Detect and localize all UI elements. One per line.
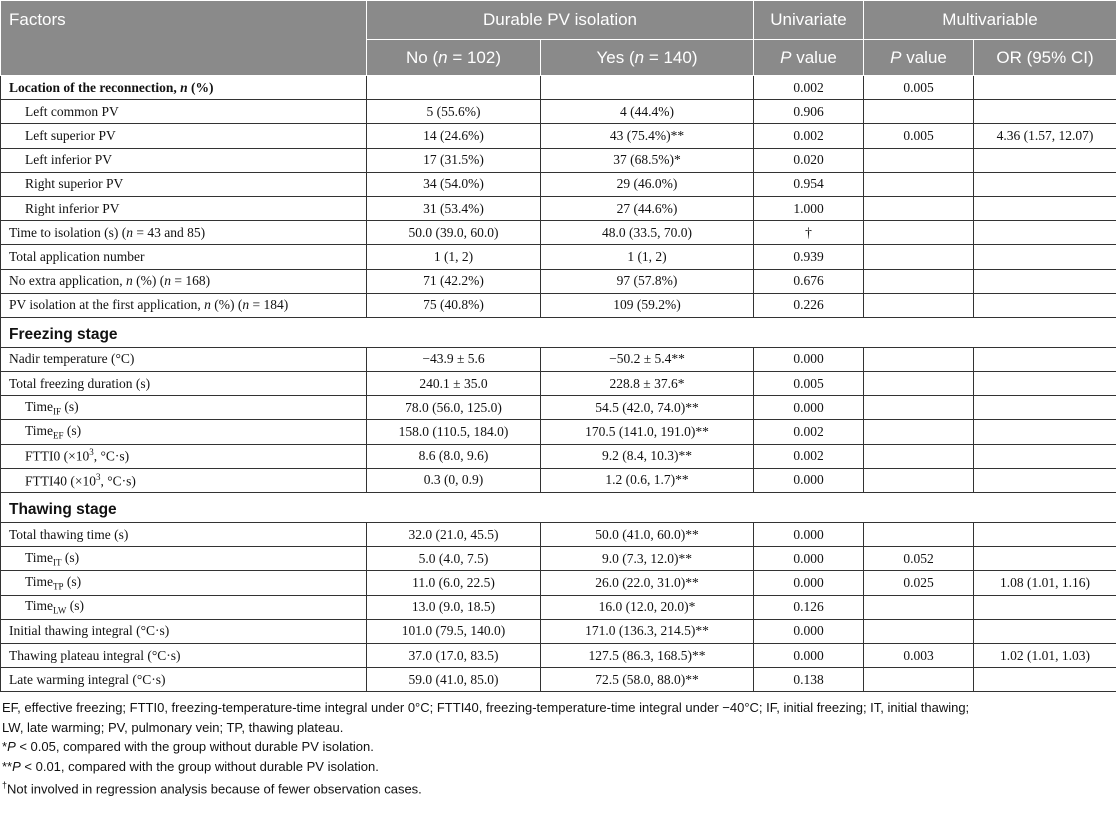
p-multivariable-cell: 0.005 xyxy=(864,124,974,148)
table-body xyxy=(1,76,1116,692)
yes-cell: 37 (68.5%)* xyxy=(541,148,754,172)
yes-cell: 1 (1, 2) xyxy=(541,245,754,269)
p-multivariable-cell xyxy=(864,444,974,468)
factor-cell: No extra application, n (%) (n = 168) xyxy=(1,269,367,293)
yes-cell: 27 (44.6%) xyxy=(541,196,754,220)
no-cell: 5.0 (4.0, 7.5) xyxy=(367,547,541,571)
table-row xyxy=(1,221,1116,245)
table-row xyxy=(1,245,1116,269)
factor-cell: Nadir temperature (°C) xyxy=(1,347,367,371)
yes-cell: 54.5 (42.0, 74.0)** xyxy=(541,396,754,420)
p-multivariable-cell xyxy=(864,172,974,196)
or-cell xyxy=(974,347,1116,371)
footnotes xyxy=(0,698,1116,799)
factor-cell: Time$_{EF}$ (s) xyxy=(1,420,367,444)
table-row xyxy=(1,100,1116,124)
factor-cell: Time to isolation (s) (n = 43 and 85) xyxy=(1,221,367,245)
footnote-line: †Not involved in regression analysis because of fewer observation cases. xyxy=(2,780,422,797)
p-multivariable-cell xyxy=(864,148,974,172)
p-multivariable-cell: 0.052 xyxy=(864,547,974,571)
p-univariate-cell: 0.126 xyxy=(754,595,864,619)
footnote-line: EF, effective freezing; FTTI0, freezing-temperature-time integral under 0°C; FTTI40, freezing-temperature-time integral under −40°C; IF, initial freezing; IT, initial thawing; xyxy=(2,700,970,716)
table-row xyxy=(1,668,1116,692)
no-cell: 32.0 (21.0, 45.5) xyxy=(367,523,541,547)
yes-cell: 97 (57.8%) xyxy=(541,269,754,293)
no-cell: 13.0 (9.0, 18.5) xyxy=(367,595,541,619)
p-univariate-cell: 0.002 xyxy=(754,420,864,444)
p-multivariable-cell: 0.025 xyxy=(864,571,974,595)
or-cell xyxy=(974,547,1116,571)
p-multivariable-cell xyxy=(864,221,974,245)
or-cell xyxy=(974,619,1116,643)
p-univariate-cell: † xyxy=(754,221,864,245)
factor-cell: Left inferior PV xyxy=(1,148,367,172)
yes-cell: 43 (75.4%)** xyxy=(541,124,754,148)
factor-cell: Total freezing duration (s) xyxy=(1,372,367,396)
p-univariate-cell: 0.939 xyxy=(754,245,864,269)
yes-cell: 228.8 ± 37.6* xyxy=(541,372,754,396)
no-cell: 34 (54.0%) xyxy=(367,172,541,196)
yes-cell: 170.5 (141.0, 191.0)** xyxy=(541,420,754,444)
no-cell: 5 (55.6%) xyxy=(367,100,541,124)
or-cell xyxy=(974,468,1116,492)
factor-cell: Left common PV xyxy=(1,100,367,124)
table-row xyxy=(1,619,1116,643)
p-univariate-cell: 0.005 xyxy=(754,372,864,396)
factor-cell: Location of the reconnection, n (%) xyxy=(1,76,367,100)
no-cell: 11.0 (6.0, 22.5) xyxy=(367,571,541,595)
p-multivariable-cell: 0.003 xyxy=(864,643,974,667)
table-row xyxy=(1,372,1116,396)
yes-cell: 4 (44.4%) xyxy=(541,100,754,124)
factor-cell: FTTI40 ($\times 10^3$, °C·s) xyxy=(1,468,367,492)
factor-cell: Right inferior PV xyxy=(1,196,367,220)
yes-cell: 29 (46.0%) xyxy=(541,172,754,196)
header-factors: Factors xyxy=(1,1,367,76)
section-row xyxy=(1,317,1116,347)
p-univariate-cell: 0.138 xyxy=(754,668,864,692)
p-multivariable-cell xyxy=(864,347,974,371)
no-cell: 71 (42.2%) xyxy=(367,269,541,293)
yes-cell: 127.5 (86.3, 168.5)** xyxy=(541,643,754,667)
p-multivariable-cell xyxy=(864,468,974,492)
yes-cell: 171.0 (136.3, 214.5)** xyxy=(541,619,754,643)
p-multivariable-cell xyxy=(864,269,974,293)
or-cell xyxy=(974,148,1116,172)
p-multivariable-cell xyxy=(864,245,974,269)
yes-cell: 1.2 (0.6, 1.7)** xyxy=(541,468,754,492)
yes-cell: 48.0 (33.5, 70.0) xyxy=(541,221,754,245)
p-univariate-cell: 0.000 xyxy=(754,468,864,492)
yes-cell: 9.2 (8.4, 10.3)** xyxy=(541,444,754,468)
factor-cell: Total thawing time (s) xyxy=(1,523,367,547)
p-univariate-cell: 0.002 xyxy=(754,124,864,148)
factor-cell: Time$_{LW}$ (s) xyxy=(1,595,367,619)
header-univariate: Univariate xyxy=(754,1,864,40)
no-cell: 0.3 (0, 0.9) xyxy=(367,468,541,492)
or-cell xyxy=(974,172,1116,196)
no-cell xyxy=(367,76,541,100)
factor-cell: Total application number xyxy=(1,245,367,269)
no-cell: 37.0 (17.0, 83.5) xyxy=(367,643,541,667)
table-row xyxy=(1,468,1116,492)
p-multivariable-cell xyxy=(864,100,974,124)
yes-cell: 72.5 (58.0, 88.0)** xyxy=(541,668,754,692)
factor-cell: Time$_{TP}$ (s) xyxy=(1,571,367,595)
no-cell: 8.6 (8.0, 9.6) xyxy=(367,444,541,468)
or-cell xyxy=(974,269,1116,293)
p-univariate-cell: 0.002 xyxy=(754,444,864,468)
yes-cell: 109 (59.2%) xyxy=(541,293,754,317)
table-row xyxy=(1,547,1116,571)
no-cell: 75 (40.8%) xyxy=(367,293,541,317)
or-cell: 1.02 (1.01, 1.03) xyxy=(974,643,1116,667)
p-multivariable-cell xyxy=(864,293,974,317)
table-row xyxy=(1,643,1116,667)
header-yes: Yes (n = 140) xyxy=(541,40,754,76)
factor-cell: Time$_{IF}$ (s) xyxy=(1,396,367,420)
table-row xyxy=(1,148,1116,172)
p-univariate-cell: 0.000 xyxy=(754,619,864,643)
or-cell: 1.08 (1.01, 1.16) xyxy=(974,571,1116,595)
no-cell: −43.9 ± 5.6 xyxy=(367,347,541,371)
factor-cell: Time$_{IT}$ (s) xyxy=(1,547,367,571)
no-cell: 14 (24.6%) xyxy=(367,124,541,148)
table-row xyxy=(1,420,1116,444)
table-row xyxy=(1,444,1116,468)
or-cell xyxy=(974,396,1116,420)
or-cell xyxy=(974,245,1116,269)
p-multivariable-cell xyxy=(864,595,974,619)
or-cell xyxy=(974,420,1116,444)
table-row xyxy=(1,571,1116,595)
yes-cell: 9.0 (7.3, 12.0)** xyxy=(541,547,754,571)
no-cell: 1 (1, 2) xyxy=(367,245,541,269)
no-cell: 158.0 (110.5, 184.0) xyxy=(367,420,541,444)
p-univariate-cell: 0.000 xyxy=(754,347,864,371)
no-cell: 50.0 (39.0, 60.0) xyxy=(367,221,541,245)
p-univariate-cell: 0.020 xyxy=(754,148,864,172)
or-cell xyxy=(974,221,1116,245)
table-row xyxy=(1,124,1116,148)
or-cell: 4.36 (1.57, 12.07) xyxy=(974,124,1116,148)
no-cell: 78.0 (56.0, 125.0) xyxy=(367,396,541,420)
p-multivariable-cell xyxy=(864,668,974,692)
p-univariate-cell: 0.954 xyxy=(754,172,864,196)
no-cell: 101.0 (79.5, 140.0) xyxy=(367,619,541,643)
table-row xyxy=(1,76,1116,100)
p-univariate-cell: 0.000 xyxy=(754,571,864,595)
p-univariate-cell: 0.000 xyxy=(754,523,864,547)
or-cell xyxy=(974,444,1116,468)
factor-cell: Left superior PV xyxy=(1,124,367,148)
or-cell xyxy=(974,293,1116,317)
factor-cell: PV isolation at the first application, n (%) (n = 184) xyxy=(1,293,367,317)
table-row xyxy=(1,293,1116,317)
table-row xyxy=(1,196,1116,220)
or-cell xyxy=(974,668,1116,692)
or-cell xyxy=(974,196,1116,220)
p-multivariable-cell xyxy=(864,420,974,444)
factor-cell: Initial thawing integral (°C·s) xyxy=(1,619,367,643)
factor-cell: Right superior PV xyxy=(1,172,367,196)
footnote-line: *P < 0.05, compared with the group without durable PV isolation. xyxy=(2,739,374,755)
p-multivariable-cell xyxy=(864,619,974,643)
yes-cell: 16.0 (12.0, 20.0)* xyxy=(541,595,754,619)
table-row xyxy=(1,396,1116,420)
p-multivariable-cell: 0.005 xyxy=(864,76,974,100)
header-or: OR (95% CI) xyxy=(974,40,1116,76)
header-durable: Durable PV isolation xyxy=(367,1,754,40)
yes-cell xyxy=(541,76,754,100)
table-row xyxy=(1,523,1116,547)
p-univariate-cell: 0.676 xyxy=(754,269,864,293)
p-univariate-cell: 1.000 xyxy=(754,196,864,220)
p-univariate-cell: 0.906 xyxy=(754,100,864,124)
footnote-line: LW, late warming; PV, pulmonary vein; TP, thawing plateau. xyxy=(2,719,344,735)
table-row xyxy=(1,172,1116,196)
header-p-univariate: P value xyxy=(754,40,864,76)
header-p-multivariable: P value xyxy=(864,40,974,76)
section-row xyxy=(1,493,1116,523)
no-cell: 17 (31.5%) xyxy=(367,148,541,172)
table-row xyxy=(1,347,1116,371)
or-cell xyxy=(974,372,1116,396)
p-univariate-cell: 0.002 xyxy=(754,76,864,100)
yes-cell: 26.0 (22.0, 31.0)** xyxy=(541,571,754,595)
or-cell xyxy=(974,595,1116,619)
table-row xyxy=(1,269,1116,293)
p-multivariable-cell xyxy=(864,372,974,396)
no-cell: 31 (53.4%) xyxy=(367,196,541,220)
factor-cell: Late warming integral (°C·s) xyxy=(1,668,367,692)
p-univariate-cell: 0.226 xyxy=(754,293,864,317)
no-cell: 240.1 ± 35.0 xyxy=(367,372,541,396)
or-cell xyxy=(974,76,1116,100)
p-multivariable-cell xyxy=(864,196,974,220)
p-multivariable-cell xyxy=(864,396,974,420)
footnote-line: **P < 0.01, compared with the group without durable PV isolation. xyxy=(2,758,379,774)
or-cell xyxy=(974,100,1116,124)
no-cell: 59.0 (41.0, 85.0) xyxy=(367,668,541,692)
table-row xyxy=(1,595,1116,619)
or-cell xyxy=(974,523,1116,547)
factor-cell: Thawing plateau integral (°C·s) xyxy=(1,643,367,667)
header-multivariable: Multivariable xyxy=(864,1,1116,40)
p-multivariable-cell xyxy=(864,523,974,547)
p-univariate-cell: 0.000 xyxy=(754,643,864,667)
header-no: No (n = 102) xyxy=(367,40,541,76)
p-univariate-cell: 0.000 xyxy=(754,396,864,420)
yes-cell: −50.2 ± 5.4** xyxy=(541,347,754,371)
yes-cell: 50.0 (41.0, 60.0)** xyxy=(541,523,754,547)
p-univariate-cell: 0.000 xyxy=(754,547,864,571)
section-title: Thawing stage xyxy=(1,493,1116,523)
factor-cell: FTTI0 ($\times 10^3$, °C·s) xyxy=(1,444,367,468)
section-title: Freezing stage xyxy=(1,317,1116,347)
